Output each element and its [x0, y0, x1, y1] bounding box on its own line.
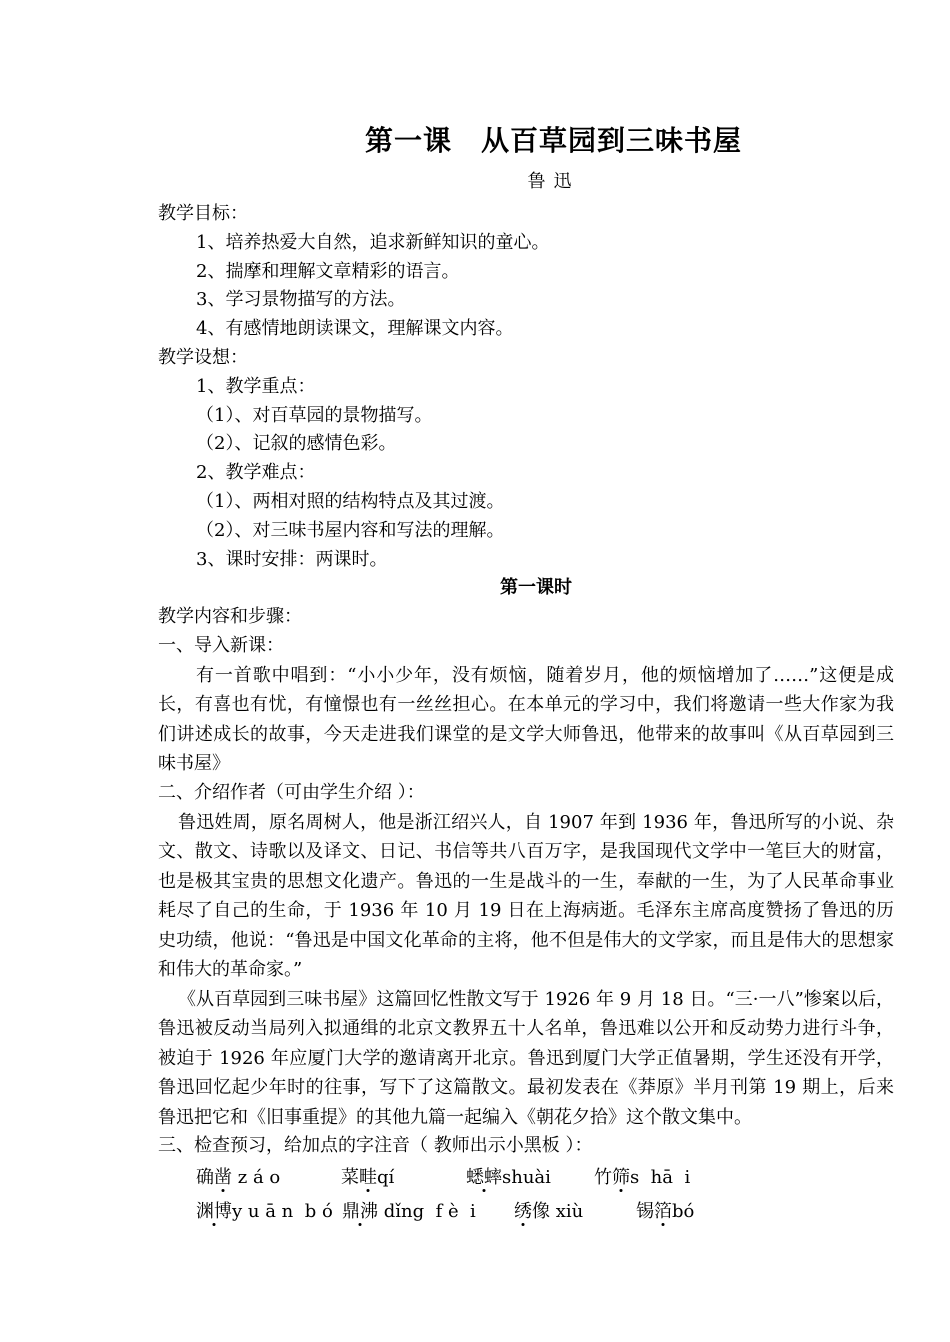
pinyin-entry: [594, 1161, 690, 1195]
dotted-char: 凿: [214, 1166, 232, 1188]
section3-heading: 三、检查预习，给加点的字注音（ 教师出示小黑板 ）：: [158, 1135, 593, 1157]
word-suffix: 像: [532, 1200, 550, 1222]
lesson-heading: 第一课时: [500, 577, 572, 599]
goal-item: 1、培养热爱大自然，追求新鲜知识的童心。: [196, 231, 550, 253]
key-point-item: （1）、对百草园的景物描写。: [196, 404, 433, 426]
goals-heading: 教学目标：: [158, 203, 248, 224]
section1-paragraph: 有一首歌中唱到：“小小少年，没有烦恼，随着岁月，他的烦恼增加了……”这便是成长，有喜也有忧，有憧憬也有一丝丝担心。在本单元的学习中，我们将邀请一些大作家为我们讲述成长的故事，今天走进我们课堂的是文学大师鲁迅，他带来的故事叫《从百草园到三味书屋》: [158, 664, 894, 775]
difficult-point-item: （2）、对三味书屋内容和写法的理解。: [196, 519, 505, 541]
pinyin: bó: [672, 1200, 695, 1222]
dotted-char: 畦: [359, 1166, 377, 1188]
difficult-point-item: （1）、两相对照的结构特点及其过渡。: [196, 490, 505, 512]
dotted-char: 渊博: [196, 1200, 232, 1222]
pinyin-entry: [514, 1195, 636, 1229]
key-point-item: （2）、记叙的感情色彩。: [196, 433, 397, 455]
pinyin-entry: [196, 1161, 341, 1195]
goal-item: 2、揣摩和理解文章精彩的语言。: [196, 260, 460, 282]
word-prefix: 确: [196, 1166, 214, 1188]
goal-item: 3、学习景物描写的方法。: [196, 289, 406, 311]
dotted-char: 箔: [654, 1200, 672, 1222]
pinyin: dǐng f è i: [383, 1200, 476, 1222]
schedule: 3、课时安排：两课时。: [196, 548, 388, 570]
word-prefix: 锡: [636, 1200, 654, 1222]
page-title: 第一课 从百草园到三味书屋: [364, 124, 742, 157]
pinyin-row-1: [158, 1161, 894, 1195]
section2-heading: 二、介绍作者（可由学生介绍 ）：: [158, 781, 425, 803]
dotted-char: 筛: [612, 1166, 630, 1188]
document-content: [158, 120, 894, 1229]
pinyin-row-2: [158, 1195, 894, 1229]
pinyin-entry: [466, 1161, 594, 1195]
dotted-char: 绣: [514, 1200, 532, 1222]
pinyin: s hā i: [630, 1166, 691, 1188]
pinyin-entry: [342, 1195, 514, 1229]
pinyin: z á o: [237, 1166, 281, 1188]
section1-heading: 一、导入新课：: [158, 634, 284, 656]
dotted-char: 蟋蟀: [466, 1166, 502, 1188]
steps-heading: 教学内容和步骤：: [158, 606, 302, 628]
word-prefix: 菜: [341, 1166, 359, 1188]
pinyin: qí: [377, 1166, 395, 1188]
dotted-char: 鼎沸: [342, 1200, 378, 1222]
difficult-points-heading: 2、教学难点：: [196, 462, 316, 484]
pinyin: xiù: [555, 1200, 584, 1222]
section2-paragraph-2: 《从百草园到三味书屋》这篇回忆性散文写于 1926 年 9 月 18 日。“三·一八”惨案以后，鲁迅被反动当局列入拟通缉的北京文教界五十人名单，鲁迅难以公开和反动势力进行斗争，被迫于 1926 年应厦门大学的邀请离开北京。鲁迅到厦门大学正值暑期，学生还没有开学，鲁迅回忆起少年时的往事，写下了这篇散文。最初发表在《莽原》半月刊第 19 期上，后来鲁迅把它和《旧事重提》的其他九篇一起编入《朝花夕拾》这个散文集中。: [158, 988, 894, 1128]
pinyin-entry: [196, 1195, 342, 1229]
design-heading: 教学设想：: [158, 346, 248, 368]
word-prefix: 竹: [594, 1166, 612, 1188]
pinyin: shuài: [502, 1166, 551, 1188]
key-points-heading: 1、教学重点：: [196, 375, 316, 397]
goal-item: 4、有感情地朗读课文，理解课文内容。: [196, 318, 514, 340]
pinyin-entry: [636, 1195, 694, 1229]
pinyin-entry: [341, 1161, 466, 1195]
pinyin: y u ā n b ó: [232, 1200, 333, 1222]
section2-paragraph-1: 鲁迅姓周，原名周树人，他是浙江绍兴人，自 1907 年到 1936 年，鲁迅所写的小说、杂文、散文、诗歌以及译文、日记、书信等共八百万字，是我国现代文学中一笔巨大的财富，也是极其宝贵的思想文化遗产。鲁迅的一生是战斗的一生，奉献的一生，为了人民革命事业耗尽了自己的生命，于 1936 年 10 月 19 日在上海病逝。毛泽东主席高度赞扬了鲁迅的历史功绩，他说：“鲁迅是中国文化革命的主将，他不但是伟大的文学家，而且是伟大的思想家和伟大的革命家。”: [158, 811, 894, 981]
author: 鲁迅: [527, 171, 580, 192]
